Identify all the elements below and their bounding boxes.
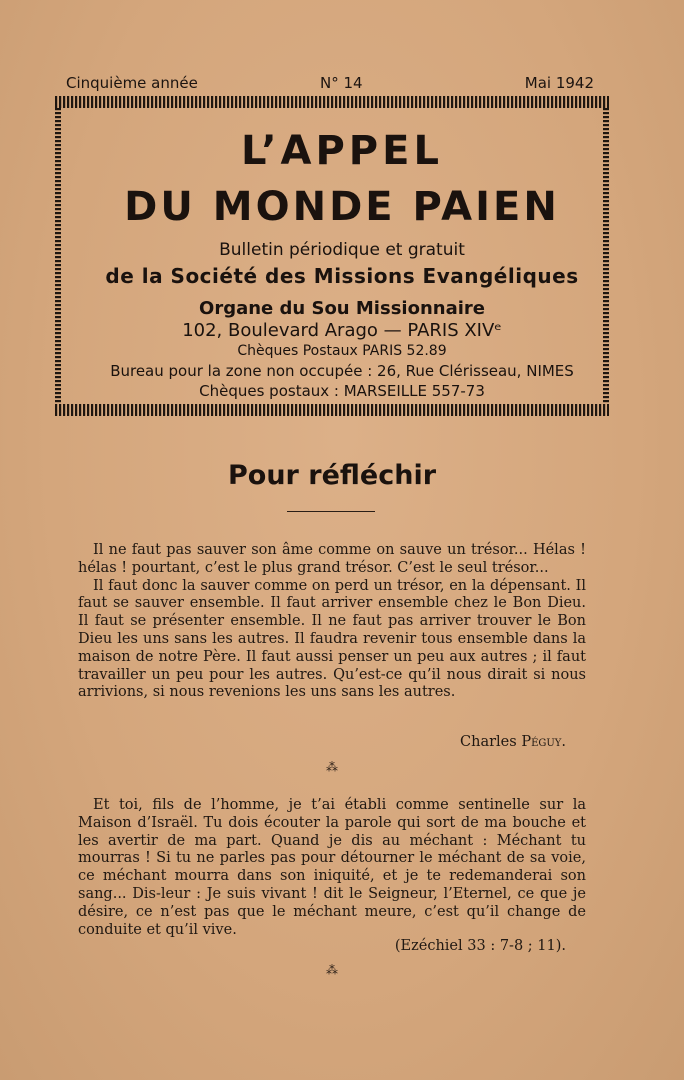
bureau-line: Bureau pour la zone non occupée : 26, Rue Clérisseau, NIMES xyxy=(110,362,574,380)
organ-line: Organe du Sou Missionnaire xyxy=(199,298,485,319)
asterism-separator: ⁂ xyxy=(326,963,338,977)
journal-title-line1: L’APPEL xyxy=(241,128,443,174)
volume-year: Cinquième année xyxy=(66,74,198,92)
cheques-paris: Chèques Postaux PARIS 52.89 xyxy=(237,343,447,359)
issue-date: Mai 1942 xyxy=(524,74,594,92)
scripture-reference: (Ezéchiel 33 : 7-8 ; 11). xyxy=(394,938,566,954)
title-underline-rule xyxy=(287,511,375,512)
author-last-name: Péguy. xyxy=(521,734,566,750)
quote-paragraph: Il faut donc la sauver comme on perd un trésor, en la dépensant. Il faut se sauver ensemble. Il faut arriver ensemble chez le Bon Dieu. Il faut se présenter ensemble. Il ne faut pas arriver trouver le Bon Dieu les uns sans les autres. Il faudra revenir tous ensemble dans la maison de notre Père. Il faut aussi penser un peu aux autres ; il faut travailler un peu pour les autres. Qu’est-ce qu’il nous dirait si nous arrivions, si nous revenions les uns sans les autres. xyxy=(78,577,586,701)
article-title: Pour réfléchir xyxy=(227,460,437,491)
cheques-marseille: Chèques postaux : MARSEILLE 557-73 xyxy=(199,382,485,400)
masthead-line xyxy=(66,74,594,96)
quote-peguy xyxy=(78,542,586,702)
author-first-name: Charles xyxy=(460,734,517,750)
author-signature xyxy=(0,734,566,750)
issue-number: N° 14 xyxy=(320,74,363,92)
quote-ezekiel xyxy=(78,797,586,939)
address-line: 102, Boulevard Arago — PARIS XIVᵉ xyxy=(182,320,502,341)
society-name: de la Société des Missions Evangéliques xyxy=(105,264,579,288)
journal-subtitle: Bulletin périodique et gratuit xyxy=(219,240,465,260)
journal-title-line2: DU MONDE PAIEN xyxy=(124,184,560,230)
asterism-separator: ⁂ xyxy=(326,760,338,774)
quote-paragraph: Il ne faut pas sauver son âme comme on sauve un trésor... Hélas ! hélas ! pourtant, c’est le plus grand trésor. C’est le seul trésor... xyxy=(78,542,586,576)
quote-paragraph: Et toi, fils de l’homme, je t’ai établi comme sentinelle sur la Maison d’Israël. Tu dois écouter la parole qui sort de ma bouche et les avertir de ma part. Quand je dis au méchant : Méchant tu mourras ! Si tu ne parles pas pour détourner le méchant de sa voie, ce méchant mourra dans son iniquité, et je te redemanderai son sang... Dis-leur : Je suis vivant ! dit le Seigneur, l’Eternel, ce que je désire, ce n’est pas que le méchant meure, c’est qu’il change de conduite et qu’il vive. xyxy=(78,797,586,938)
